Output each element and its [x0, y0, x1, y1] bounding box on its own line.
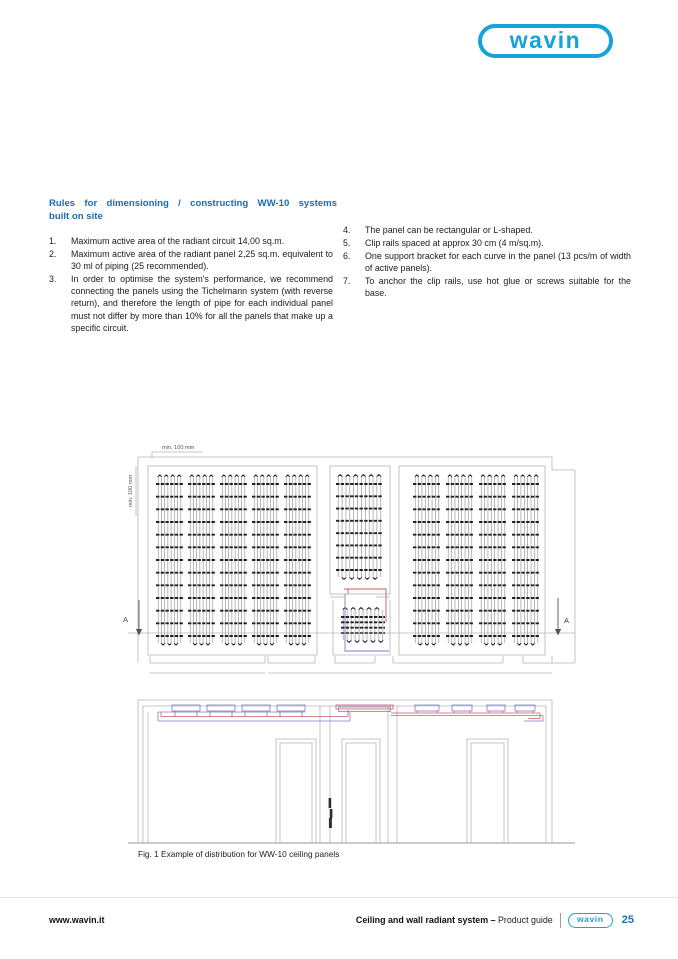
wavin-logo: [478, 24, 613, 58]
list-item-text: To anchor the clip rails, use hot glue or screws suitable for the base.: [365, 276, 631, 299]
list-item: [49, 273, 333, 333]
list-item-text: Maximum active area of the radiant circuit 14,00 sq.m.: [71, 236, 285, 246]
list-item-text: Maximum active area of the radiant panel 2,25 sq.m. equivalent to 30 ml of piping (25 recommended).: [71, 249, 333, 272]
list-item-text: One support bracket for each curve in the panel (13 pcs/m of width of active panels).: [365, 251, 631, 274]
list-item: [343, 237, 631, 249]
page-number: 25: [621, 914, 634, 926]
list-item: [49, 248, 333, 272]
list-item-number: 2.: [49, 249, 57, 260]
wavin-logo-small: [568, 913, 613, 928]
list-item-text: Clip rails spaced at approx 30 cm (4 m/sq.m).: [365, 238, 544, 249]
list-item: [343, 224, 631, 236]
rules-list-right: [343, 224, 631, 301]
dim-label-top: min. 100 mm: [162, 445, 195, 451]
section-label-right: A: [564, 616, 570, 625]
rules-list-left: [49, 235, 333, 335]
figure-caption: Fig. 1 Example of distribution for WW-10 ceiling panels: [138, 849, 340, 859]
footer-vertical-divider: [560, 913, 561, 928]
footer-website: www.wavin.it: [49, 915, 105, 925]
section-label-left: A: [123, 615, 129, 624]
list-item: [49, 235, 333, 247]
plan-radiant-panels: [156, 474, 540, 645]
heading-line-2: built on site: [49, 211, 103, 222]
list-item-number: 1.: [49, 236, 57, 246]
footer-right-group: [250, 909, 634, 931]
wavin-logo-text: wavin: [509, 26, 582, 53]
heading-line-1: Rules for dimensioning / constructing WW-10 systems: [49, 198, 337, 209]
elevation-distribution-pipes: [158, 705, 543, 721]
list-item-text: The panel can be rectangular or L-shaped.: [365, 225, 533, 235]
footer-doc-title: Ceiling and wall radiant system –: [355, 915, 496, 925]
list-item-number: 7.: [343, 276, 351, 287]
wavin-logo-small-text: wavin: [576, 914, 604, 925]
list-item-text: In order to optimise the system's performance, we recommend connecting the panels using the Tichelmann system (with reverse return), and therefore the length of pipe for each individual panel must not differ by more than 10% for all the panels that make up a specific circuit.: [71, 274, 333, 333]
footer-divider-rule: [0, 897, 678, 898]
list-item: [343, 275, 631, 299]
list-item-number: 4.: [343, 225, 351, 235]
plan-walls: [136, 452, 575, 673]
list-item-number: 5.: [343, 238, 351, 249]
elevation-walls: [128, 700, 575, 843]
list-item-number: 6.: [343, 251, 351, 262]
list-item-number: 3.: [49, 274, 57, 285]
list-item: [343, 250, 631, 274]
dim-label-left: min. 100 mm: [128, 474, 134, 508]
footer-doc-subtitle: Product guide: [497, 915, 553, 925]
section-heading: [49, 197, 337, 223]
